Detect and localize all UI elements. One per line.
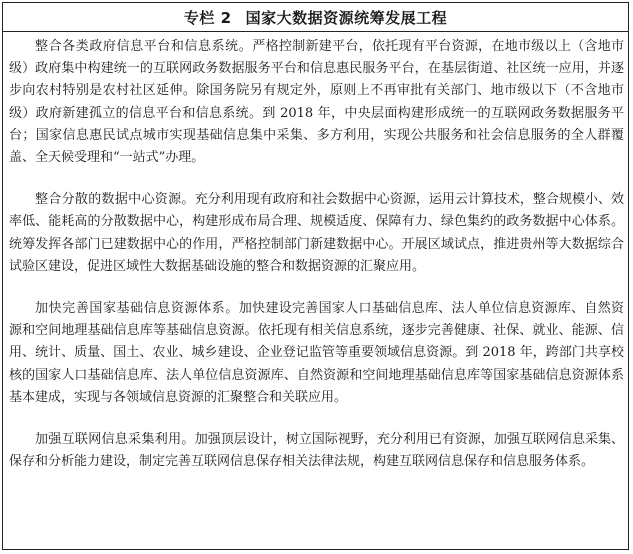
panel-title-bar <box>3 3 628 32</box>
paragraph-basic-info-resources <box>9 298 624 409</box>
feature-panel <box>2 2 629 550</box>
paragraph-body: 加快建设完善国家人口基础信息库、法人单位信息资源库、自然资源和空间地理基础信息库等基础信息资源。依托现有相关信息系统，逐步完善健康、社保、就业、能源、信用、统计、质量、国土、农业、城乡建设、企业登记监管等重要领域信息资源。到 2018 年，跨部门共享校核的国家人口基础信息库、法人单位信息资源库、自然资源和空间地理基础信息库等国家基础信息资源体系基本建成，实现与各领域信息资源的汇聚整合和关联应用。 <box>9 301 624 405</box>
paragraph-lead: 加快完善国家基础信息资源体系。 <box>35 301 239 317</box>
paragraph-lead: 整合分散的数据中心资源。 <box>35 192 195 208</box>
panel-content <box>3 32 628 473</box>
paragraph-integrate-platforms <box>9 36 624 169</box>
paragraph-body: 充分利用现有政府和社会数据中心资源，运用云计算技术，整合规模小、效率低、能耗高的分散数据中心，构建形成布局合理、规模适度、保障有力、绿色集约的政务数据中心体系。统筹发挥各部门已建数据中心的作用，严格控制部门新建数据中心。开展区域试点，推进贵州等大数据综合试验区建设，促进区域性大数据基础设施的整合和数据资源的汇聚应用。 <box>9 192 624 274</box>
paragraph-data-centers <box>9 189 624 278</box>
paragraph-lead: 加强互联网信息采集利用。 <box>35 432 195 448</box>
panel-title: 国家大数据资源统筹发展工程 <box>245 8 448 27</box>
paragraph-body: 严格控制新建平台，依托现有平台资源，在地市级以上（含地市级）政府集中构建统一的互联网政务数据服务平台和信息惠民服务平台，在基层街道、社区统一应用，并逐步向农村特别是农村社区延伸。除国务院另有规定外，原则上不再审批有关部门、地市级以下（不含地市级）政府新建孤立的信息平台和信息系统。到 2018 年，中央层面构建形成统一的互联网政务数据服务平台；国家信息惠民试点城市实现基础信息集中采集、多方利用，实现公共服务和社会信息服务的全人群覆盖、全天候受理和“一站式”办理。 <box>9 39 624 166</box>
paragraph-internet-info-collection <box>9 429 624 473</box>
panel-label: 专栏 2 <box>183 8 232 27</box>
paragraph-lead: 整合各类政府信息平台和信息系统。 <box>35 39 253 54</box>
paragraph-body: 加强顶层设计，树立国际视野，充分利用已有资源，加强互联网信息采集、保存和分析能力建设，制定完善互联网信息保存相关法律法规，构建互联网信息保存和信息服务体系。 <box>9 432 624 470</box>
